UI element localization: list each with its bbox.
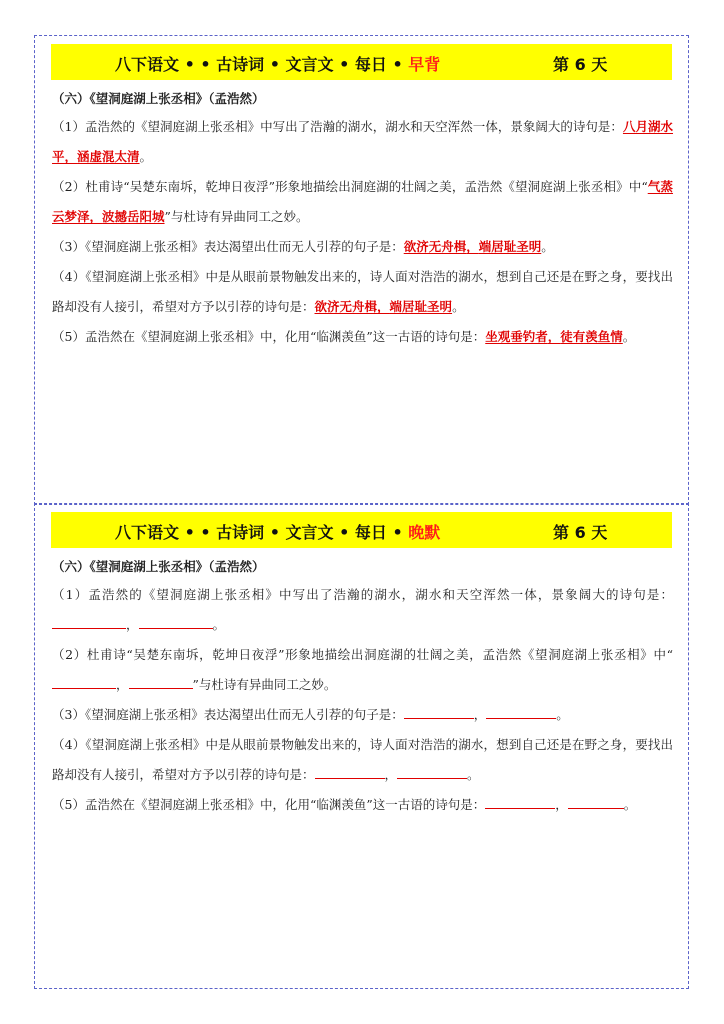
answer-blank-1[interactable] <box>485 794 555 809</box>
answer-line-1: 坐观垂钓者 <box>485 329 548 344</box>
morning-banner-day: 第 6 天 <box>553 55 608 74</box>
answer-line-1: 八月湖水平 <box>52 119 673 164</box>
question-end: ”与杜诗有异曲同工之妙。 <box>192 677 337 692</box>
morning-question-2 <box>52 172 673 232</box>
morning-question-5 <box>52 322 673 352</box>
answer-blank-2[interactable] <box>486 704 556 719</box>
question-text: （4）《望洞庭湖上张丞相》中是从眼前景物触发出来的，诗人面对浩浩的湖水，想到自己还是在野之身，要找出路却没有人接引，希望对方予以引荐的诗句是： <box>52 737 673 782</box>
answer-separator: ， <box>116 677 129 692</box>
morning-banner <box>51 44 672 80</box>
answer-blank-2[interactable] <box>568 794 624 809</box>
evening-banner <box>51 512 672 548</box>
answer-separator: ， <box>126 617 139 632</box>
answer-separator: ， <box>384 767 398 782</box>
question-end: ”与杜诗有异曲同工之妙。 <box>164 209 309 224</box>
evening-banner-highlight: 晚默 <box>408 523 441 542</box>
question-text: （5）孟浩然在《望洞庭湖上张丞相》中，化用“临渊羡鱼”这一古语的诗句是： <box>52 329 486 344</box>
evening-banner-day: 第 6 天 <box>553 523 608 542</box>
evening-content <box>52 556 673 820</box>
evening-question-2 <box>52 640 673 700</box>
answer-separator: ， <box>64 149 78 164</box>
question-end: 。 <box>452 299 465 314</box>
morning-banner-prefix: 八下语文 • • 古诗词 • 文言文 • 每日 • <box>115 55 403 74</box>
answer-line-1: 欲济无舟楫 <box>403 239 467 254</box>
evening-banner-title <box>115 520 440 543</box>
answer-line-2: 端居耻圣明 <box>389 299 453 314</box>
question-end: 。 <box>467 767 480 782</box>
question-text: （2）杜甫诗“吴楚东南坼，乾坤日夜浮”形象地描绘出洞庭湖的壮阔之美，孟浩然《望洞庭湖上张丞相》中“ <box>52 647 673 662</box>
morning-section-title: （六）《望洞庭湖上张丞相》（孟浩然） <box>52 91 265 106</box>
morning-question-1 <box>52 112 673 172</box>
question-text: （1）孟浩然的《望洞庭湖上张丞相》中写出了浩瀚的湖水，湖水和天空浑然一体，景象阔大的诗句是： <box>52 587 673 602</box>
answer-blank-1[interactable] <box>404 704 474 719</box>
evening-banner-prefix: 八下语文 • • 古诗词 • 文言文 • 每日 • <box>115 523 403 542</box>
question-text: （3）《望洞庭湖上张丞相》表达渴望出仕而无人引荐的句子是： <box>52 707 404 722</box>
question-text: （1）孟浩然的《望洞庭湖上张丞相》中写出了浩瀚的湖水，湖水和天空浑然一体，景象阔大的诗句是： <box>52 119 623 134</box>
question-end: 。 <box>541 239 554 254</box>
answer-line-2: 波撼岳阳城 <box>102 209 165 224</box>
morning-banner-title <box>115 52 440 75</box>
morning-banner-highlight: 早背 <box>408 55 441 74</box>
question-text: （3）《望洞庭湖上张丞相》表达渴望出仕而无人引荐的句子是： <box>52 239 404 254</box>
answer-separator: ， <box>377 299 390 314</box>
answer-separator: ， <box>89 209 103 224</box>
evening-section-title: （六）《望洞庭湖上张丞相》（孟浩然） <box>52 559 265 574</box>
morning-card <box>34 35 689 505</box>
question-end: 。 <box>623 797 637 812</box>
question-text: （2）杜甫诗“吴楚东南坼，乾坤日夜浮”形象地描绘出洞庭湖的壮阔之美，孟浩然《望洞庭湖上张丞相》中“ <box>52 179 648 194</box>
answer-separator: ， <box>547 329 561 344</box>
answer-separator: ， <box>473 707 487 722</box>
answer-separator: ， <box>555 797 568 812</box>
answer-blank-2[interactable] <box>129 674 193 689</box>
answer-blank-2[interactable] <box>397 764 467 779</box>
answer-line-1: 欲济无舟楫 <box>314 299 378 314</box>
morning-question-3 <box>52 232 673 262</box>
evening-question-5 <box>52 790 673 820</box>
question-end: 。 <box>622 329 636 344</box>
question-end: 。 <box>212 617 226 632</box>
answer-blank-1[interactable] <box>52 614 126 629</box>
answer-blank-2[interactable] <box>139 614 213 629</box>
answer-blank-1[interactable] <box>315 764 385 779</box>
morning-content <box>52 88 673 352</box>
evening-question-1 <box>52 580 673 640</box>
evening-question-4 <box>52 730 673 790</box>
answer-line-1: 气蒸云梦泽 <box>52 179 673 224</box>
answer-blank-1[interactable] <box>52 674 116 689</box>
answer-separator: ， <box>466 239 479 254</box>
question-text: （5）孟浩然在《望洞庭湖上张丞相》中，化用“临渊羡鱼”这一古语的诗句是： <box>52 797 486 812</box>
morning-question-4 <box>52 262 673 322</box>
answer-line-2: 徒有羡鱼情 <box>560 329 623 344</box>
evening-card <box>34 503 689 989</box>
answer-line-2: 涵虚混太清 <box>77 149 140 164</box>
evening-question-3 <box>52 700 673 730</box>
answer-line-2: 端居耻圣明 <box>478 239 542 254</box>
question-end: 。 <box>139 149 153 164</box>
question-end: 。 <box>556 707 569 722</box>
question-text: （4）《望洞庭湖上张丞相》中是从眼前景物触发出来的，诗人面对浩浩的湖水，想到自己还是在野之身，要找出路却没有人接引，希望对方予以引荐的诗句是： <box>52 269 673 314</box>
